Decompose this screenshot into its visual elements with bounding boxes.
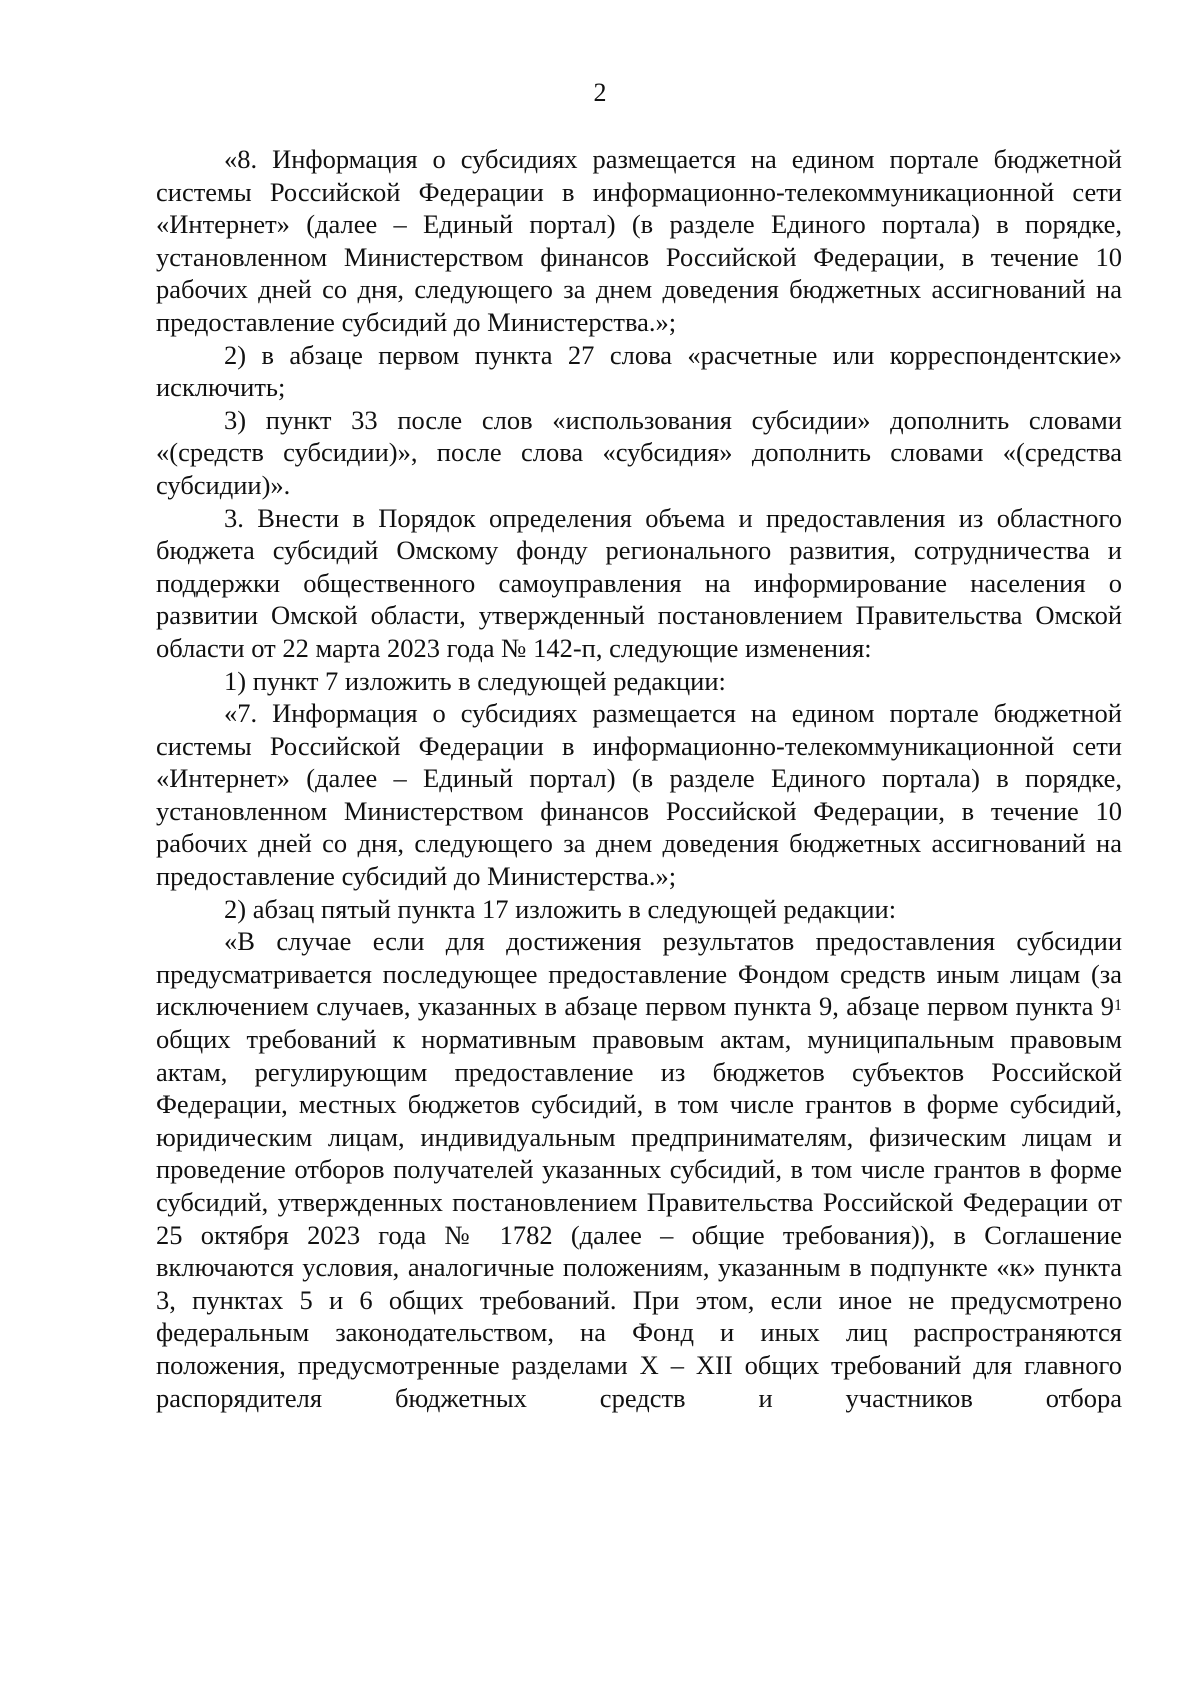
paragraph-item-17-text xyxy=(156,925,1122,1414)
paragraph-section-3: 3. Внести в Порядок определения объема и предоставления из областного бюджета субсидий Омскому фонду регионального развития, сотрудничества и поддержки общественного самоуправления на информирование населения о развитии Омской области, утвержденный постановлением Правительства Омской области от 22 марта 2023 года № 142-п, следующие изменения: xyxy=(156,502,1122,663)
paragraph-subitem-1: 1) пункт 7 изложить в следующей редакции: xyxy=(224,665,726,696)
paragraph-subitem-2: 2) в абзаце первом пункта 27 слова «расчетные или корреспондентские» исключить; xyxy=(156,339,1122,403)
superscript-number: 1 xyxy=(1114,996,1122,1014)
paragraph-subitem-3: 3) пункт 33 после слов «использования субсидии» дополнить словами «(средств субсидии)», после слова «субсидия» дополнить словами «(средства субсидии)». xyxy=(156,404,1122,500)
paragraph-subitem-2-second: 2) абзац пятый пункта 17 изложить в следующей редакции: xyxy=(224,893,897,924)
document-body xyxy=(156,143,1122,1414)
paragraph-item-8-text: «8. Информация о субсидиях размещается на едином портале бюджетной системы Российской Федерации в информационно-телекоммуникационной сети «Интернет» (далее – Единый портал) (в разделе Единого портала) в порядке, установленном Министерством финансов Российской Федерации, в течение 10 рабочих дней со дня, следующего за днем доведения бюджетных ассигнований на предоставление субсидий до Министерства.»; xyxy=(156,144,1122,337)
paragraph-text-part-2: общих требований к нормативным правовым актам, муниципальным правовым актам, регулирующим предоставление из бюджетов субъектов Российской Федерации, местных бюджетов субсидий, в том числе грантов в форме субсидий, юридическим лицам, индивидуальным предпринимателям, физическим лицам и проведение отборов получателей указанных субсидий, в том числе грантов в форме субсидий, утвержденных постановлением Правительства Российской Федерации от 25 октября 2023 года № 1782 (далее – общие требования)), в Соглашение включаются условия, аналогичные положениям, указанным в подпункте «к» пункта 3, пунктах 5 и 6 общих требований. При этом, если иное не предусмотрено федеральным законодательством, на Фонд и иных лиц распространяются положения, предусмотренные разделами X – XII общих требований для главного распорядителя бюджетных средств и участников отбора xyxy=(156,1024,1122,1413)
paragraph-text-part-1: «В случае если для достижения результатов предоставления субсидии предусматривается последующее предоставление Фондом средств иным лицам (за исключением случаев, указанных в абзаце первом пункта 9, абзаце первом пункта 9 xyxy=(156,926,1122,1022)
paragraph-item-7-text: «7. Информация о субсидиях размещается на едином портале бюджетной системы Российской Федерации в информационно-телекоммуникационной сети «Интернет» (далее – Единый портал) (в разделе Единого портала) в порядке, установленном Министерством финансов Российской Федерации, в течение 10 рабочих дней со дня, следующего за днем доведения бюджетных ассигнований на предоставление субсидий до Министерства.»; xyxy=(156,698,1122,892)
page-number: 2 xyxy=(593,78,607,107)
